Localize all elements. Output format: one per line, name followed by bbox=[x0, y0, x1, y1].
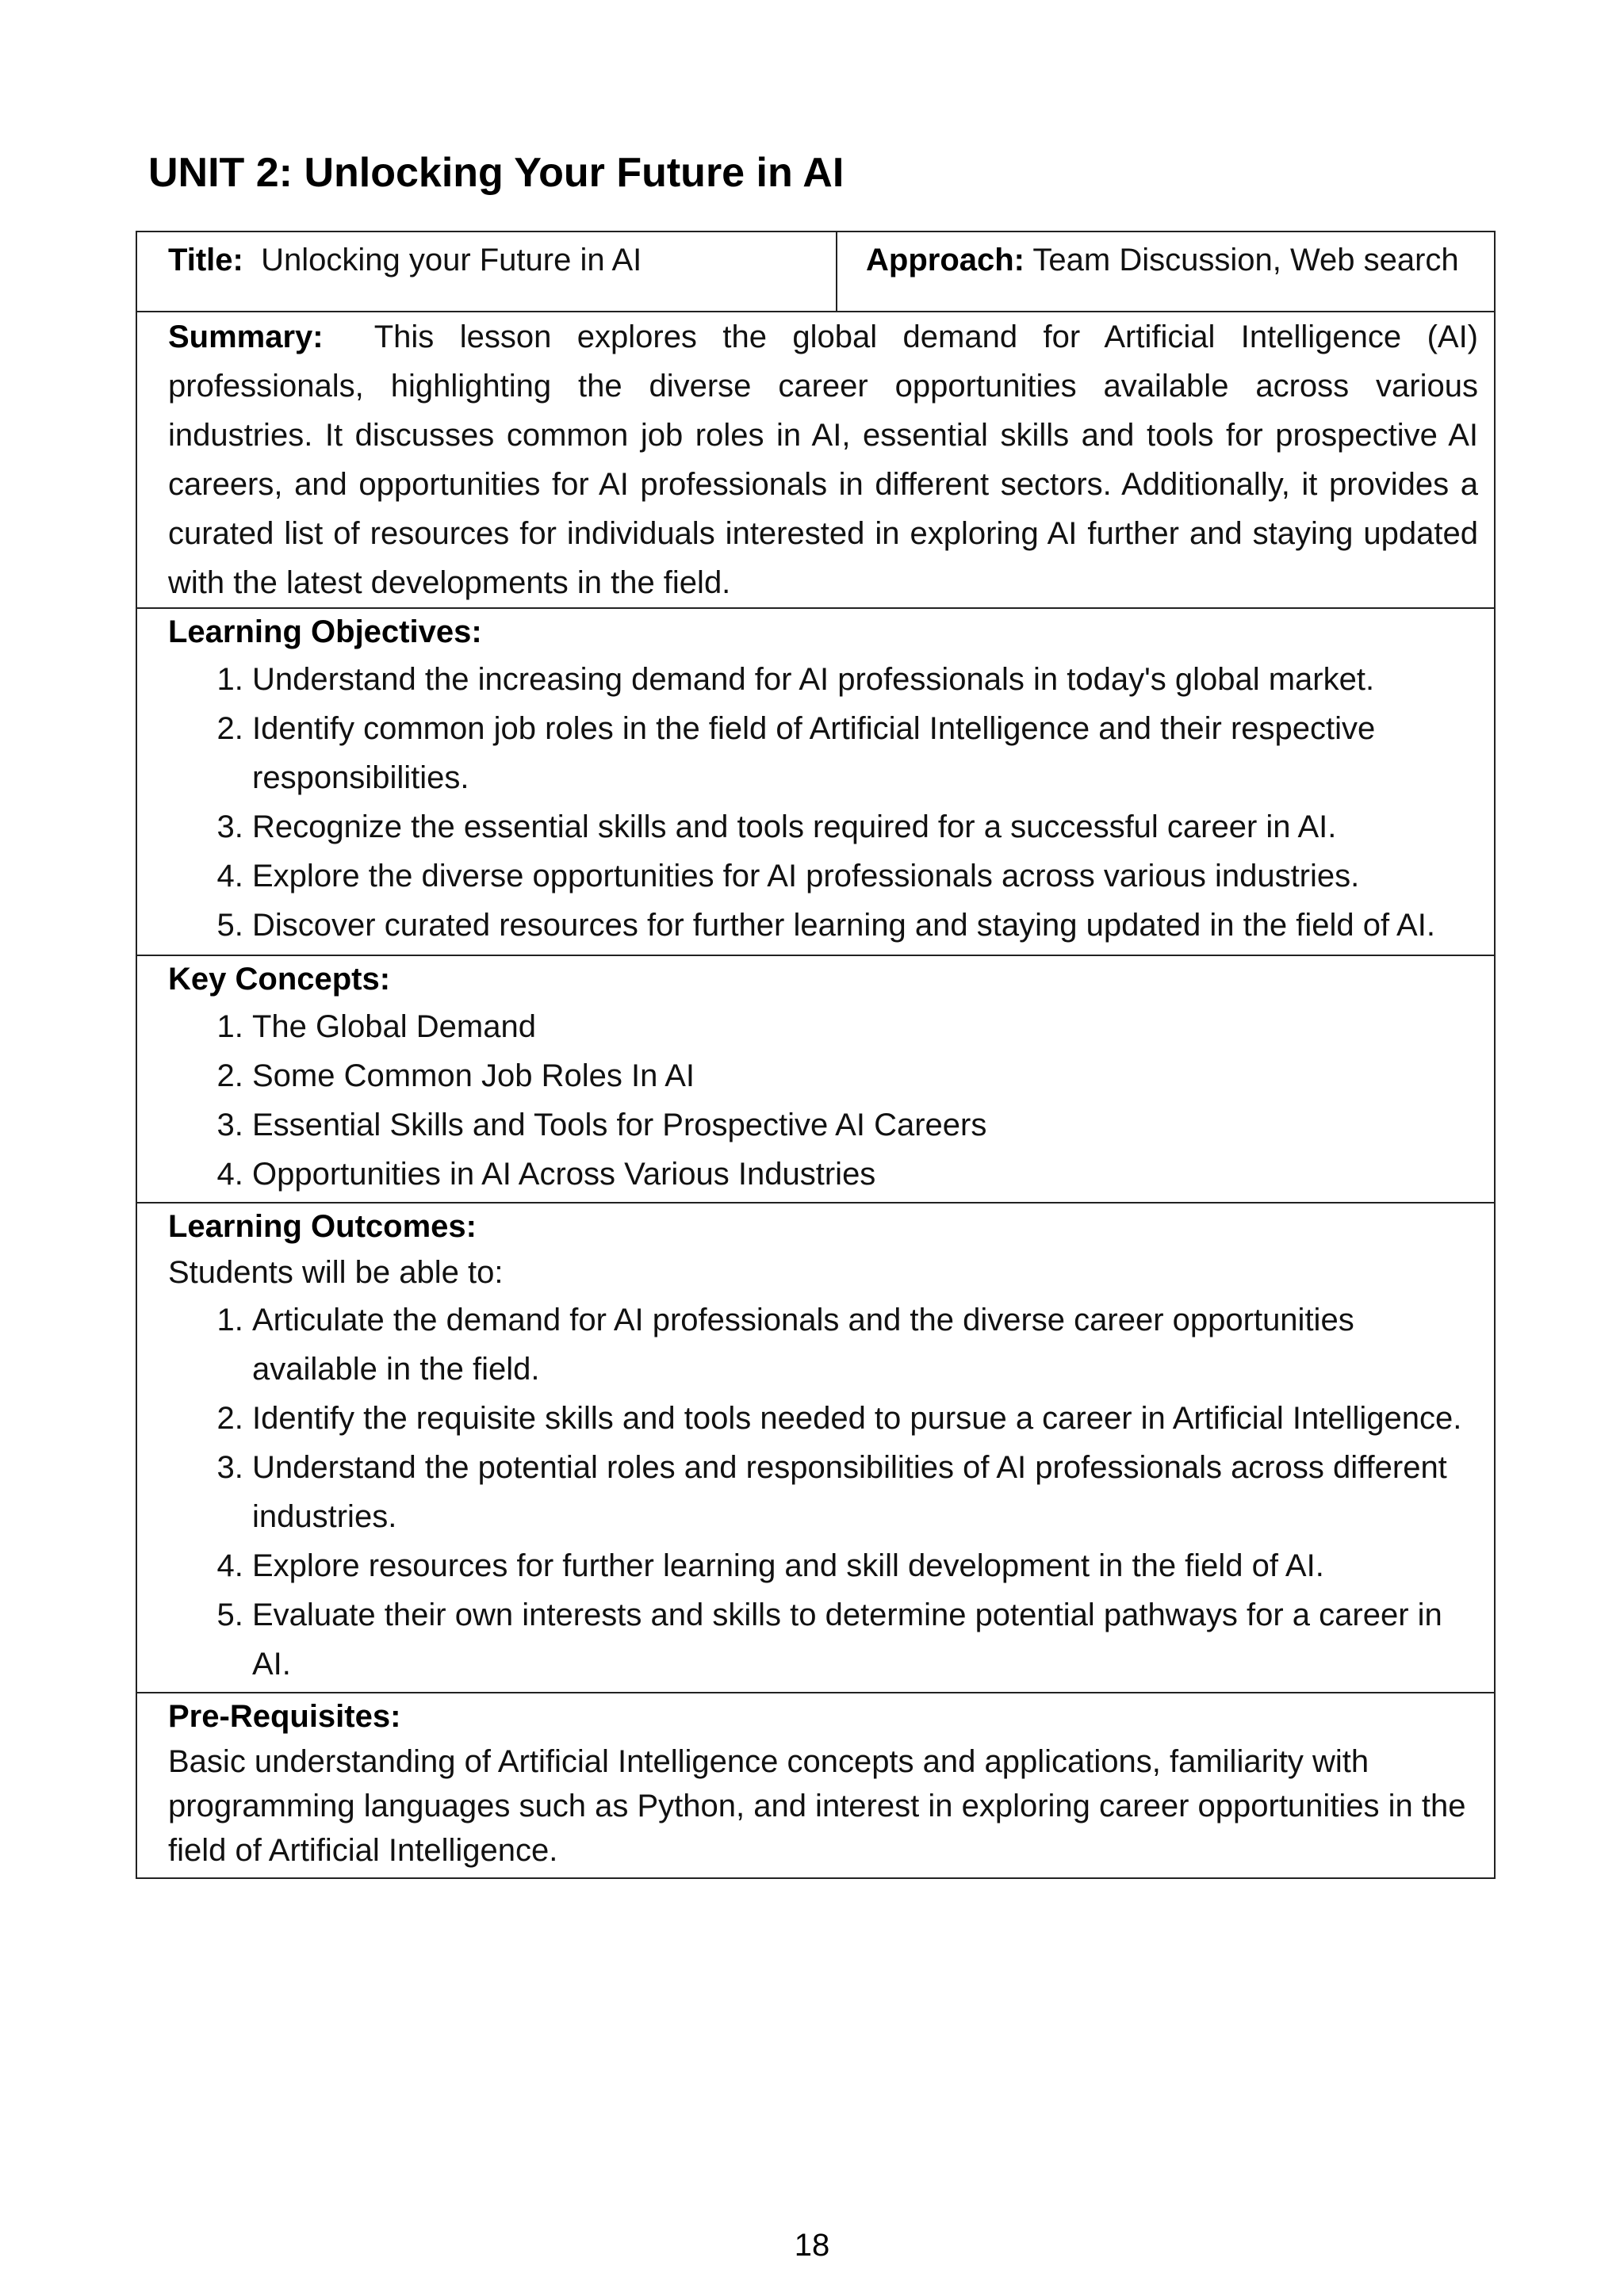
list-item: 1. Understand the increasing demand for AI professionals in today's global market. bbox=[252, 655, 1478, 704]
approach-label: Approach: bbox=[866, 243, 1025, 277]
objectives-list bbox=[168, 655, 1478, 950]
list-item: 4. Explore the diverse opportunities for AI professionals across various industries. bbox=[252, 851, 1478, 901]
list-item: 5. Evaluate their own interests and skills to determine potential pathways for a career in AI. bbox=[252, 1590, 1478, 1689]
concepts-row bbox=[136, 955, 1495, 1203]
summary-cell bbox=[136, 312, 1495, 608]
title-cell bbox=[136, 232, 837, 312]
concepts-heading: Key Concepts: bbox=[168, 962, 391, 997]
approach-cell bbox=[837, 232, 1495, 312]
objectives-heading: Learning Objectives: bbox=[168, 614, 482, 649]
summary-text: This lesson explores the global demand for Artificial Intelligence (AI) professionals, highlighting the diverse career opportunities available across various industries. It discusses common job roles in AI, essential skills and tools for prospective AI careers, and opportunities for AI professionals in different sectors. Additionally, it provides a curated list of resources for individuals interested in exploring AI further and staying updated with the latest developments in the field. bbox=[168, 320, 1478, 600]
list-item: 1. Articulate the demand for AI professionals and the diverse career opportunities available in the field. bbox=[252, 1295, 1478, 1394]
page-title: UNIT 2: Unlocking Your Future in AI bbox=[148, 150, 845, 196]
outcomes-list bbox=[168, 1295, 1478, 1689]
list-item: 4. Explore resources for further learning and skill development in the field of AI. bbox=[252, 1541, 1478, 1590]
outcomes-row bbox=[136, 1203, 1495, 1693]
list-item: 4. Opportunities in AI Across Various Industries bbox=[252, 1150, 1478, 1199]
title-value: Unlocking your Future in AI bbox=[261, 243, 642, 277]
objectives-row bbox=[136, 608, 1495, 955]
list-item: 5. Discover curated resources for further learning and staying updated in the field of AI. bbox=[252, 901, 1478, 950]
outcomes-cell bbox=[136, 1203, 1495, 1693]
objectives-cell bbox=[136, 608, 1495, 955]
approach-value: Team Discussion, Web search bbox=[1032, 243, 1459, 277]
summary-label: Summary: bbox=[168, 320, 324, 354]
page-number: 18 bbox=[794, 2228, 830, 2263]
prerequisites-row bbox=[136, 1693, 1495, 1878]
summary-row bbox=[136, 312, 1495, 608]
list-item: 3. Recognize the essential skills and tools required for a successful career in AI. bbox=[252, 802, 1478, 851]
outcomes-intro: Students will be able to: bbox=[168, 1255, 504, 1290]
header-row bbox=[136, 232, 1495, 312]
list-item: 3. Understand the potential roles and responsibilities of AI professionals across different industries. bbox=[252, 1443, 1478, 1541]
title-label: Title: bbox=[168, 243, 243, 277]
concepts-cell bbox=[136, 955, 1495, 1203]
prerequisites-heading: Pre-Requisites: bbox=[168, 1699, 401, 1734]
lesson-plan-table bbox=[136, 231, 1496, 1879]
list-item: 1. The Global Demand bbox=[252, 1002, 1478, 1051]
outcomes-heading: Learning Outcomes: bbox=[168, 1209, 477, 1244]
list-item: 2. Identify common job roles in the field of Artificial Intelligence and their respective responsibilities. bbox=[252, 704, 1478, 802]
prerequisites-cell bbox=[136, 1693, 1495, 1878]
list-item: 2. Some Common Job Roles In AI bbox=[252, 1051, 1478, 1100]
concepts-list bbox=[168, 1002, 1478, 1199]
prerequisites-text: Basic understanding of Artificial Intelligence concepts and applications, familiarity with programming languages such as Python, and interest in exploring career opportunities in the field of Artificial Intelligence. bbox=[168, 1744, 1466, 1868]
list-item: 2. Identify the requisite skills and tools needed to pursue a career in Artificial Intelligence. bbox=[252, 1394, 1478, 1443]
list-item: 3. Essential Skills and Tools for Prospective AI Careers bbox=[252, 1100, 1478, 1150]
